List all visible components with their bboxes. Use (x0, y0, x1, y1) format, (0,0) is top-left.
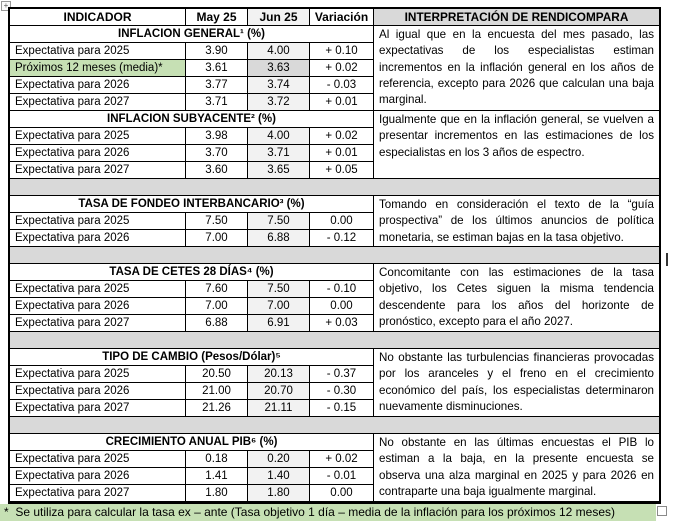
row-label: Expectativa para 2026 (10, 145, 186, 162)
variation-value: + 0.03 (310, 315, 374, 332)
interpretation-text: Concomitante con las estimaciones de la tasa objetivo, los Cetes siguen la misma tendencia descendente para los años del horizonte de pronóstico, excepto para el año 2027. (374, 264, 659, 332)
may-value: 7.00 (186, 230, 248, 247)
column-header-variacion: Variación (310, 9, 374, 26)
may-value: 0.18 (186, 451, 248, 468)
section-title: INFLACION SUBYACENTE² (%) (10, 111, 374, 128)
may-value: 21.00 (186, 383, 248, 400)
row-label: Expectativa para 2027 (10, 315, 186, 332)
jun-value: 7.00 (248, 298, 310, 315)
variation-value: + 0.01 (310, 94, 374, 111)
section-title: TIPO DE CAMBIO (Pesos/Dólar)⁵ (10, 349, 374, 366)
row-label: Expectativa para 2025 (10, 213, 186, 230)
table-resize-handle-icon[interactable] (657, 506, 667, 516)
may-value: 1.80 (186, 485, 248, 502)
may-value: 20.50 (186, 366, 248, 383)
jun-value: 3.63 (248, 60, 310, 77)
column-header-may: May 25 (186, 9, 248, 26)
interpretation-text: No obstante en las últimas encuestas el PIB lo estiman a la baja, en la presente encuesta se observa una alza marginal en 2025 y para 2026 en contraparte una baja igualmente marginal. (374, 434, 659, 502)
may-value: 7.00 (186, 298, 248, 315)
variation-value: 0.00 (310, 213, 374, 230)
variation-value: 0.00 (310, 485, 374, 502)
variation-value: - 0.03 (310, 77, 374, 94)
section-title: TASA DE CETES 28 DÍAS⁴ (%) (10, 264, 374, 281)
jun-value: 0.20 (248, 451, 310, 468)
variation-value: - 0.01 (310, 468, 374, 485)
variation-value: - 0.37 (310, 366, 374, 383)
column-header-interpretacion: INTERPRETACIÓN DE RENDICOMPARA (374, 9, 659, 26)
jun-value: 6.91 (248, 315, 310, 332)
jun-value: 1.80 (248, 485, 310, 502)
may-value: 3.61 (186, 60, 248, 77)
row-label: Expectativa para 2025 (10, 128, 186, 145)
jun-value: 4.00 (248, 43, 310, 60)
may-value: 3.60 (186, 162, 248, 179)
jun-value: 7.50 (248, 213, 310, 230)
separator-row (10, 417, 659, 434)
may-value: 3.71 (186, 94, 248, 111)
row-label: Expectativa para 2026 (10, 383, 186, 400)
jun-value: 6.88 (248, 230, 310, 247)
may-value: 3.70 (186, 145, 248, 162)
separator-row (10, 247, 659, 264)
column-header-indicador: INDICADOR (10, 9, 186, 26)
row-label: Expectativa para 2027 (10, 400, 186, 417)
jun-value: 3.65 (248, 162, 310, 179)
section-title: TASA DE FONDEO INTERBANCARIO³ (%) (10, 196, 374, 213)
interpretation-text: Tomando en consideración el texto de la “guía prospectiva” de los últimos anuncios de política monetaria, se estiman bajas en la tasa objetivo. (374, 196, 659, 247)
economic-indicators-table (8, 7, 661, 504)
section-title: CRECIMIENTO ANUAL PIB⁶ (%) (10, 434, 374, 451)
row-label: Expectativa para 2026 (10, 468, 186, 485)
may-value: 3.77 (186, 77, 248, 94)
may-value: 21.26 (186, 400, 248, 417)
may-value: 6.88 (186, 315, 248, 332)
row-label: Expectativa para 2025 (10, 451, 186, 468)
row-label: Expectativa para 2025 (10, 366, 186, 383)
may-value: 3.98 (186, 128, 248, 145)
section-title: INFLACION GENERAL¹ (%) (10, 26, 374, 43)
table-move-handle-icon[interactable]: + (1, 1, 11, 11)
jun-value: 3.71 (248, 145, 310, 162)
row-label: Expectativa para 2027 (10, 485, 186, 502)
jun-value: 20.13 (248, 366, 310, 383)
separator-row (10, 179, 659, 196)
variation-value: - 0.30 (310, 383, 374, 400)
jun-value: 7.50 (248, 281, 310, 298)
row-label: Expectativa para 2027 (10, 94, 186, 111)
interpretation-text: Igualmente que en la inflación general, se vuelven a presentar incrementos en las estimaciones de los especialistas en los 3 años de espectro. (374, 111, 659, 179)
may-value: 7.50 (186, 213, 248, 230)
row-label: Expectativa para 2026 (10, 77, 186, 94)
row-label: Expectativa para 2025 (10, 43, 186, 60)
variation-value: - 0.15 (310, 400, 374, 417)
may-value: 7.60 (186, 281, 248, 298)
row-label: Expectativa para 2026 (10, 230, 186, 247)
footnote-bar: * Se utiliza para calcular la tasa ex – ante (Tasa objetivo 1 día – media de la inflación para los próximos 12 meses) (0, 504, 656, 521)
variation-value: + 0.02 (310, 451, 374, 468)
jun-value: 20.70 (248, 383, 310, 400)
variation-value: - 0.12 (310, 230, 374, 247)
interpretation-text: No obstante las turbulencias financieras provocadas por los aranceles y el freno en el crecimiento económico del país, los especialistas determinaron nuevamente disminuciones. (374, 349, 659, 417)
row-label: Expectativa para 2025 (10, 281, 186, 298)
column-header-jun: Jun 25 (248, 9, 310, 26)
jun-value: 3.72 (248, 94, 310, 111)
text-cursor (666, 253, 668, 266)
row-label: Expectativa para 2027 (10, 162, 186, 179)
jun-value: 1.40 (248, 468, 310, 485)
variation-value: - 0.10 (310, 281, 374, 298)
variation-value: + 0.10 (310, 43, 374, 60)
may-value: 3.90 (186, 43, 248, 60)
jun-value: 3.74 (248, 77, 310, 94)
row-label: Expectativa para 2026 (10, 298, 186, 315)
interpretation-text: Al igual que en la encuesta del mes pasado, las expectativas de los especialistas estiman incrementos en la inflación general en los años de referencia, excepto para 2026 que calculan una baja marginal. (374, 26, 659, 111)
separator-row (10, 332, 659, 349)
variation-value: + 0.05 (310, 162, 374, 179)
jun-value: 4.00 (248, 128, 310, 145)
variation-value: 0.00 (310, 298, 374, 315)
may-value: 1.41 (186, 468, 248, 485)
variation-value: + 0.02 (310, 60, 374, 77)
variation-value: + 0.02 (310, 128, 374, 145)
row-label: Próximos 12 meses (media)* (10, 60, 186, 77)
variation-value: + 0.01 (310, 145, 374, 162)
jun-value: 21.11 (248, 400, 310, 417)
